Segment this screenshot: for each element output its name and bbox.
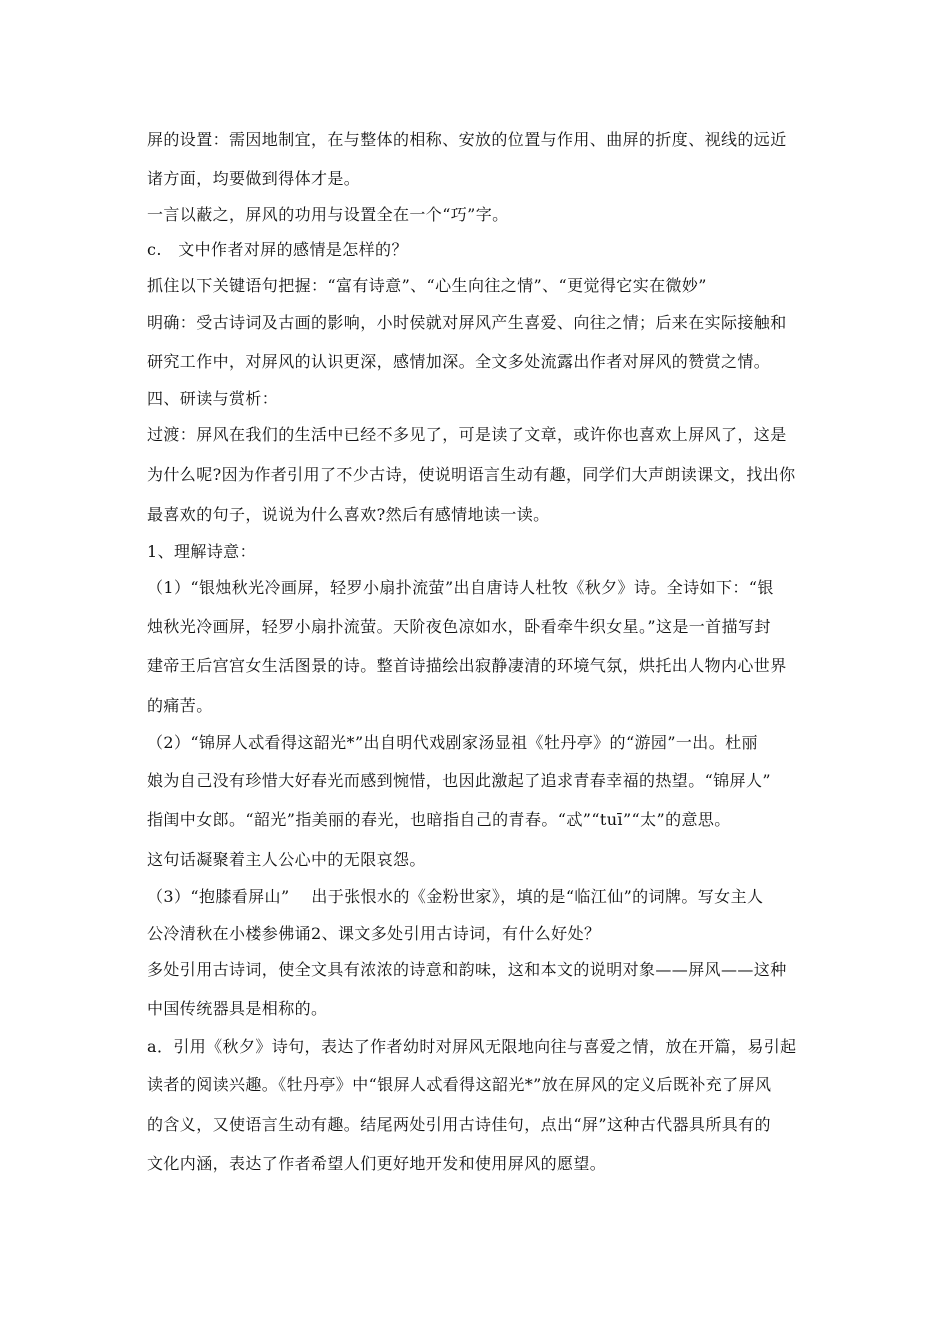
- text-line: 中国传统器具是相称的。: [147, 999, 328, 1018]
- question-heading: c. 文中作者对屏的感情是怎样的？: [147, 240, 408, 259]
- subsection-heading: 1、理解诗意：: [147, 542, 256, 561]
- text-line: 的痛苦。: [147, 696, 213, 715]
- text-line: 的含义，又使语言生动有趣。结尾两处引用古诗佳句，点出“屏”这种古代器具所具有的: [147, 1115, 771, 1134]
- text-line: 指闺中女郎。“韶光”指美丽的春光，也暗指自己的青春。“忒”“tuī”“太”的意思。: [147, 810, 731, 829]
- text-line: 诸方面，均要做到得体才是。: [147, 169, 361, 188]
- text-line: 这句话凝聚着主人公心中的无限哀怨。: [147, 850, 426, 869]
- text-line: 明确：受古诗词及古画的影响，小时侯就对屏风产生喜爱、向往之情；后来在实际接触和: [147, 313, 787, 332]
- text-line: 烛秋光冷画屏，轻罗小扇扑流萤。天阶夜色凉如水，卧看牵牛织女星。”这是一首描写封: [147, 617, 771, 636]
- text-line: 读者的阅读兴趣。《牡丹亭》中“银屏人忒看得这韶光*”放在屏风的定义后既补充了屏风: [147, 1075, 772, 1094]
- text-line: 娘为自己没有珍惜大好春光而感到惋惜，也因此激起了追求青春幸福的热望。“锦屏人”: [147, 771, 771, 790]
- text-line: 屏的设置：需因地制宜，在与整体的相称、安放的位置与作用、曲屏的折度、视线的远近: [147, 130, 787, 149]
- text-line: 过渡：屏风在我们的生活中已经不多见了，可是读了文章，或许你也喜欢上屏风了，这是: [147, 425, 787, 444]
- text-line: 最喜欢的句子，说说为什么喜欢?然后有感情地读一读。: [147, 505, 550, 524]
- text-line: 一言以蔽之，屏风的功用与设置全在一个“巧”字。: [147, 205, 509, 224]
- text-line: （2）“锦屏人忒看得这韶光*”出自明代戏剧家汤显祖《牡丹亭》的“游园”一出。杜丽: [147, 733, 758, 752]
- text-line: 研究工作中，对屏风的认识更深，感情加深。全文多处流露出作者对屏风的赞赏之情。: [147, 352, 771, 371]
- text-line: 多处引用古诗词，使全文具有浓浓的诗意和韵味，这和本文的说明对象——屏风——这种: [147, 960, 787, 979]
- text-line: 为什么呢?因为作者引用了不少古诗，使说明语言生动有趣，同学们大声朗读课文，找出你: [147, 465, 796, 484]
- text-line: a．引用《秋夕》诗句，表达了作者幼时对屏风无限地向往与喜爱之情，放在开篇，易引起: [147, 1037, 797, 1056]
- text-line: 抓住以下关键语句把握：“富有诗意”、“心生向往之情”、“更觉得它实在微妙”: [147, 276, 707, 295]
- section-heading: 四、研读与赏析：: [147, 389, 279, 408]
- text-line: 公冷清秋在小楼参佛诵2、课文多处引用古诗词，有什么好处？: [147, 924, 601, 943]
- text-line: 建帝王后宫宫女生活图景的诗。整首诗描绘出寂静凄清的环境气氛，烘托出人物内心世界: [147, 656, 787, 675]
- text-line: 文化内涵，表达了作者希望人们更好地开发和使用屏风的愿望。: [147, 1154, 607, 1173]
- text-line: （3）“抱膝看屏山” 出于张恨水的《金粉世家》，填的是“临江仙”的词牌。写女主人: [147, 887, 764, 906]
- text-line: （1）“银烛秋光冷画屏，轻罗小扇扑流萤”出自唐诗人杜牧《秋夕》诗。全诗如下：“银: [147, 578, 774, 597]
